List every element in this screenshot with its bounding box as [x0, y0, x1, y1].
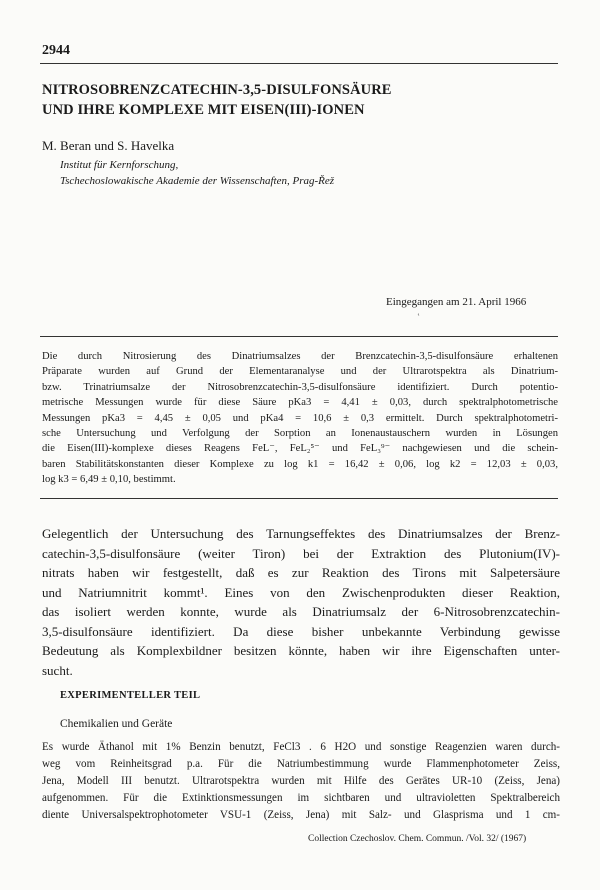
- subsection-heading: Chemikalien und Geräte: [60, 718, 173, 730]
- methods-paragraph: [42, 739, 560, 824]
- received-date: Eingegangen am 21. April 1966: [386, 296, 527, 308]
- body-line: das isoliert werden konnte, wurde als Dinatriumsalz der 6-Nitrosobrenzcatechin-: [42, 604, 560, 619]
- methods-line: Es wurde Äthanol mit 1% Benzin benutzt, FeCl3 . 6 H2O und sonstige Reagenzien waren durch-: [42, 741, 560, 753]
- journal-footer: Collection Czechoslov. Chem. Commun. /Vol. 32/ (1967): [308, 834, 527, 844]
- margin-mark: ʽ: [417, 312, 420, 322]
- abstract-line: log k3 = 6,49 ± 0,10, bestimmt.: [42, 474, 176, 486]
- abstract-line: baren Stabilitätskonstanten dieser Komplexe zu log k1 = 16,42 ± 0,06, log k2 = 12,03 ± 0,03,: [42, 458, 558, 470]
- page-number: 2944: [42, 43, 70, 58]
- affiliation: [60, 157, 334, 189]
- abstract-line: bzw. Trinatriumsalze der Nitrosobrenzcatechin-3,5-disulfonsäure identifiziert. Durch potentio-: [42, 381, 558, 393]
- affiliation-line: Tschechoslowakische Akademie der Wissenschaften, Prag-Řež: [60, 175, 335, 187]
- article-title: [42, 80, 392, 120]
- abstract-line: Die durch Nitrosierung des Dinatriumsalzes der Brenzcatechin-3,5-disulfonsäure erhaltenen: [42, 351, 558, 362]
- body-line: 3,5-disulfonsäure identifiziert. Da diese bisher unbekannte Verbindung gewisse: [42, 623, 560, 639]
- title-line: UND IHRE KOMPLEXE MIT EISEN(III)-IONEN: [42, 102, 365, 118]
- methods-line: weg vom Reinheitsgrad p.a. Für die Natriumbestimmung wurde Flammenphotometer Zeiss,: [42, 758, 560, 770]
- body-line: und Natriumnitrit kommt¹. Eines von den Zwischenprodukten dieser Reaktion,: [42, 584, 560, 600]
- abstract-line: Messungen pKa3 = 4,45 ± 0,05 und pKa4 = 10,6 ± 0,3 ermittelt. Durch spektralphotometri-: [42, 412, 558, 424]
- section-heading: EXPERIMENTELLER TEIL: [60, 690, 201, 701]
- header-rule: [40, 63, 558, 64]
- authors: M. Beran und S. Havelka: [42, 138, 175, 153]
- abstract-line: Präparate wurden auf Grund der Elementaranalyse und der Ultrarotspektra als Dinatrium-: [42, 366, 558, 378]
- abstract-line: die Eisen(III)-komplexe dieses Reagens FeL⁻, FeL₂⁵⁻ und FeL₃⁹⁻ nachgewiesen und die schein-: [42, 443, 558, 455]
- body-line: catechin-3,5-disulfonsäure (weiter Tiron) bei der Extraktion des Plutonium(IV)-: [42, 545, 560, 561]
- body-line: Gelegentlich der Untersuchung des Tarnungseffektes des Dinatriumsalzes der Brenz-: [42, 526, 560, 541]
- intro-paragraph: [42, 524, 560, 680]
- methods-line: aufgenommen. Für die Extinktionsmessungen im sichtbaren und ultravioletten Spektralbereich: [42, 792, 560, 804]
- title-line: NITROSOBRENZCATECHIN-3,5-DISULFONSÄURE: [42, 82, 392, 98]
- abstract: [42, 349, 558, 488]
- methods-line: diente Universalspektrophotometer VSU-1 (Zeiss, Jena) mit Salz- und Glasprisma und 1 cm-: [42, 809, 560, 821]
- abstract-line: metrische Messungen wurde für diese Säure pKa3 = 4,41 ± 0,03, durch spektralphotometrische: [42, 397, 558, 409]
- body-line: Bedeutung als Komplexbildner besitzen könnte, haben wir ihre Eigenschaften unter-: [42, 643, 560, 658]
- abstract-line: sche Untersuchung und Verfolgung der Sorption an Ionenaustauschern wurden in Lösungen: [42, 428, 558, 440]
- affiliation-line: Institut für Kernforschung,: [60, 159, 179, 171]
- methods-line: Jena, Modell III benutzt. Ultrarotspektra wurden mit Hilfe des Gerätes UR-10 (Zeiss, Jena): [42, 775, 560, 787]
- body-line: sucht.: [42, 662, 73, 678]
- abstract-top-rule: [40, 336, 558, 337]
- abstract-bottom-rule: [40, 498, 558, 499]
- body-line: nitrats haben wir festgestellt, daß es zur Reaktion des Tirons mit Salpetersäure: [42, 565, 560, 580]
